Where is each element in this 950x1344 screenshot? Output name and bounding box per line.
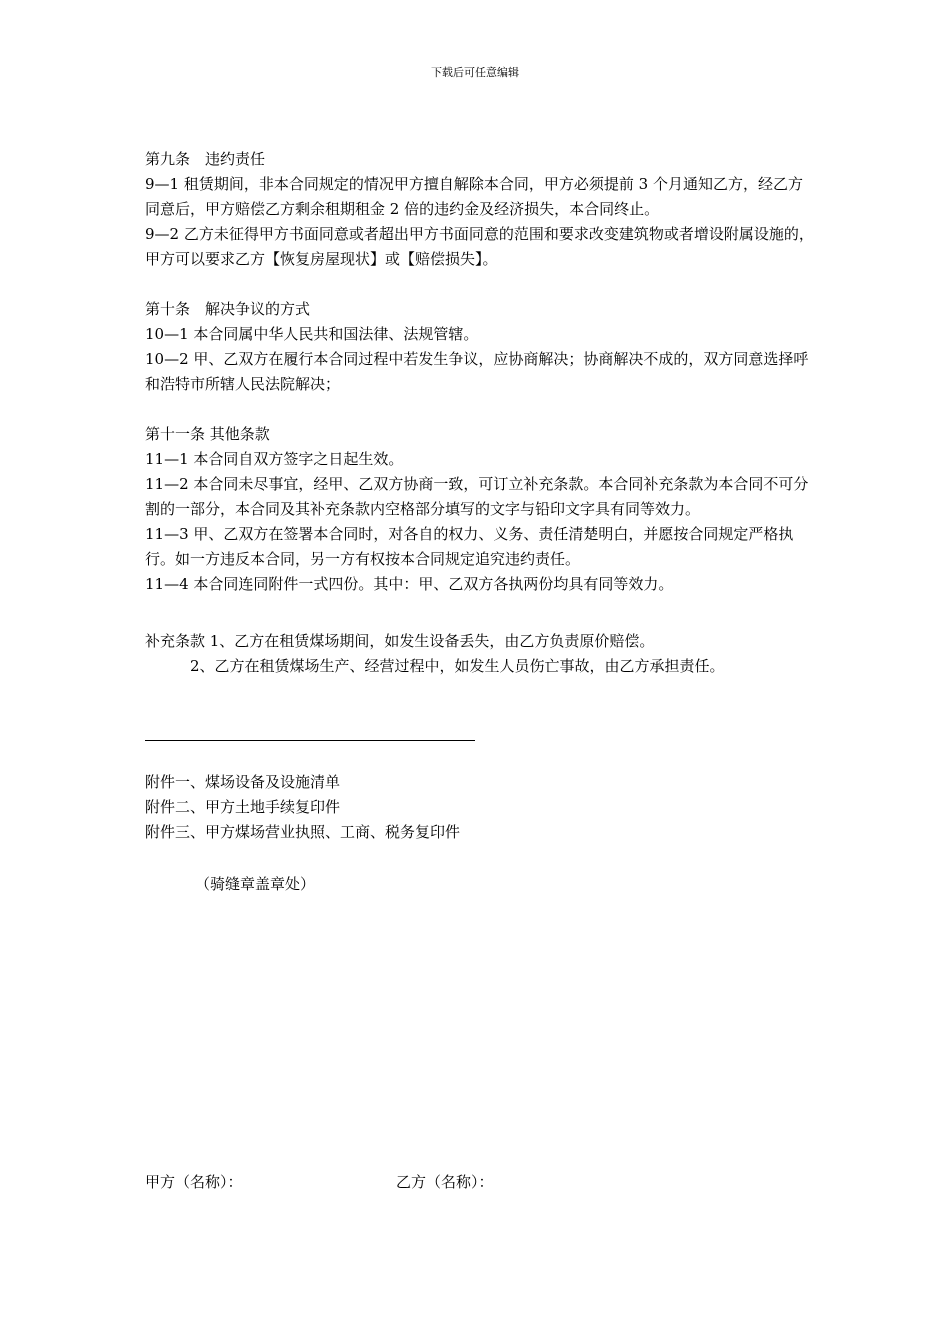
- clause-11-1: 11—1 本合同自双方签字之日起生效。: [145, 450, 404, 468]
- attachment-list: [145, 770, 460, 845]
- header-watermark: 下载后可任意编辑: [431, 66, 519, 79]
- article-9-title: 第九条 违约责任: [145, 150, 266, 168]
- party-a-signature: 甲方（名称）：: [145, 1173, 243, 1191]
- clause-11-2: 11—2 本合同未尽事宜，经甲、乙双方协商一致，可订立补充条款。本合同补充条款为本合同不可分割的一部分，本合同及其补充条款内空格部分填写的文字与铅印文字具有同等效力。: [145, 475, 809, 518]
- contract-body: [145, 147, 815, 679]
- article-11-title: 第十一条 其他条款: [145, 425, 270, 443]
- clause-9-1: 9—1 租赁期间，非本合同规定的情况甲方擅自解除本合同，甲方必须提前 3 个月通知乙方，经乙方同意后，甲方赔偿乙方剩余租期租金 2 倍的违约金及经济损失，本合同终止。: [145, 175, 803, 218]
- article-10-title: 第十条 解决争议的方式: [145, 300, 311, 318]
- supplement-clause-1: 补充条款 1、乙方在租赁煤场期间，如发生设备丢失，由乙方负责原价赔偿。: [145, 632, 655, 650]
- attachment-item: 附件二、甲方土地手续复印件: [145, 798, 341, 816]
- clause-11-4: 11—4 本合同连同附件一式四份。其中：甲、乙双方各执两份均具有同等效力。: [145, 575, 674, 593]
- supplement-clause-2: 2、乙方在租赁煤场生产、经营过程中，如发生人员伤亡事故，由乙方承担责任。: [190, 657, 725, 675]
- divider-line: [145, 740, 475, 741]
- clause-11-3: 11—3 甲、乙双方在签署本合同时，对各自的权力、义务、责任清楚明白，并愿按合同规定严格执行。如一方违反本合同，另一方有权按本合同规定追究违约责任。: [145, 525, 794, 568]
- seal-note: （骑缝章盖章处）: [195, 875, 316, 893]
- clause-9-2: 9—2 乙方未征得甲方书面同意或者超出甲方书面同意的范围和要求改变建筑物或者增设附属设施的，甲方可以要求乙方【恢复房屋现状】或【赔偿损失】。: [145, 225, 814, 268]
- attachment-item: 附件三、甲方煤场营业执照、工商、税务复印件: [145, 823, 461, 841]
- clause-10-1: 10—1 本合同属中华人民共和国法律、法规管辖。: [145, 325, 479, 343]
- attachment-item: 附件一、煤场设备及设施清单: [145, 773, 341, 791]
- party-b-signature: 乙方（名称）：: [396, 1173, 494, 1191]
- clause-10-2: 10—2 甲、乙双方在履行本合同过程中若发生争议，应协商解决；协商解决不成的，双方同意选择呼和浩特市所辖人民法院解决；: [145, 350, 809, 393]
